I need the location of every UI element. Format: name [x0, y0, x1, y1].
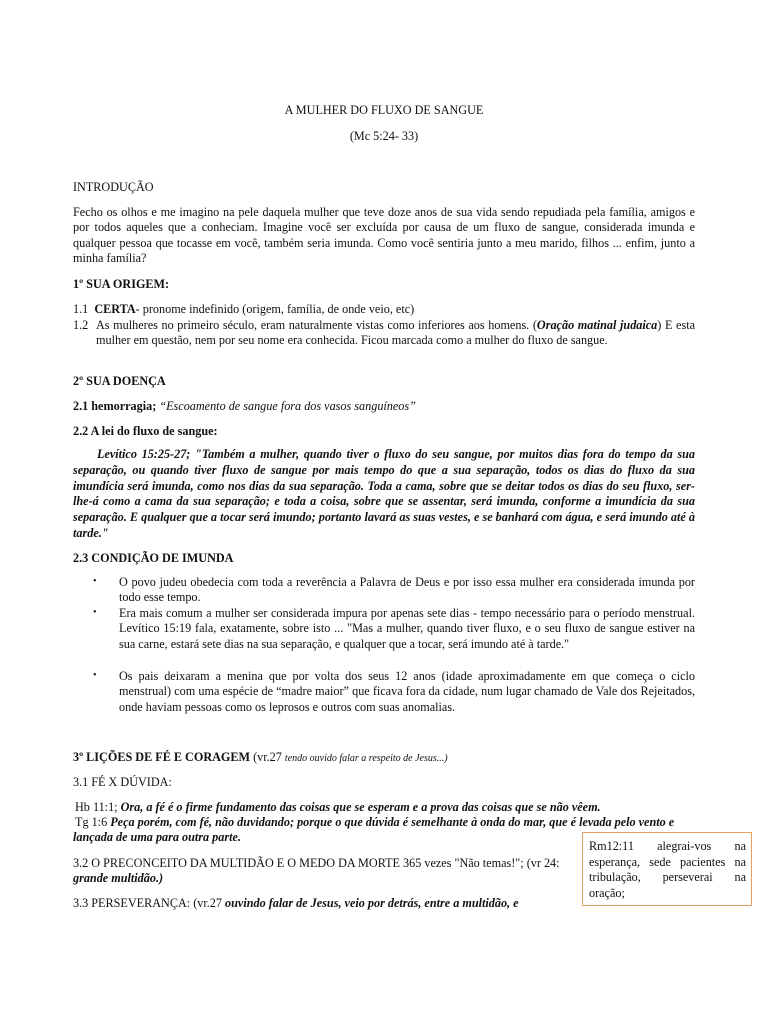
scripture-reference: (Mc 5:24- 33) [349, 129, 419, 143]
section1-item2 [96, 318, 695, 349]
heading-italic: tendo ouvido falar a respeito de Jesus...) [284, 753, 448, 764]
heading-ref: (vr.27 [250, 750, 285, 764]
hebrews-verse [75, 800, 697, 815]
bullet-item-3: Os pais deixaram a menina que por volta dos seus 12 anos (idade aproximadamente em que começa o ciclo menstrual) com uma espécie de “madre maior” que ficava fora da cidade, num lugar chamado de Vale dos Rejeitados, onde haviam pessoas como os leprosos e outros com suas anomalias. [119, 669, 695, 714]
item-text: 3.3 PERSEVERANÇA: (vr.27 [73, 896, 226, 910]
bullet-item-2: Era mais comum a mulher ser considerada impura por apenas sete dias - tempo necessário para o período menstrual. Levítico 15:19 fala, exatamente, sobre isto ... "Mas a mulher, quando tiver fluxo, e o seu fluxo de sangue estiver na sua carne, estará sete dias na sua separação, e qualquer que a tocar, será imundo até à tarde." [119, 606, 695, 651]
verse-text: Peça porém, com fé, não duvidando; porque o que dúvida é semelhante à onda do mar, que é levada pelo vento e lançada de uma para outra parte. [73, 815, 675, 845]
section2-item3-heading: 2.3 CONDIÇÃO DE IMUNDA [73, 551, 234, 565]
section1-heading: 1º SUA ORIGEM: [73, 277, 170, 291]
item-text: - pronome indefinido (origem, família, de onde veio, etc) [135, 302, 415, 316]
verse-ref: Hb 11:1; [75, 800, 121, 814]
section3-item1-heading: 3.1 FÉ X DÚVIDA: [73, 775, 172, 789]
bullet-symbol: • [93, 576, 97, 587]
item-definition: “Escoamento de sangue fora dos vasos sanguíneos” [156, 399, 416, 413]
item-keyword: 2.1 hemorragia; [73, 399, 157, 413]
bullet-symbol: • [93, 670, 97, 681]
intro-paragraph: Fecho os olhos e me imagino na pele daquela mulher que teve doze anos de sua vida sendo repudiada pela família, amigos e por todos aqueles que a conheciam. Imagine você ser excluída por causa de um fluxo de sangue, considerada imunda e qualquer pessoa que tocasse em você, também seria imunda. Como você sentiria junto a meu marido, filhos ... enfim, junto a minha família? [73, 205, 695, 266]
bullet-symbol: • [93, 607, 97, 618]
item-bold-italic: grande multidão.) [73, 871, 164, 886]
item-bold-italic: ouvindo falar de Jesus, veio por detrás, entre a multidão, e [225, 896, 519, 910]
item-keyword: CERTA [94, 302, 136, 316]
section2-item1 [73, 399, 695, 414]
item-text-b: ) E esta mulher em questão, nem por seu nome era conhecida. Ficou marcada como a mulher do fluxo de sangue. [96, 318, 695, 348]
section1-item2-number: 1.2 [73, 318, 89, 332]
section3-item3 [73, 896, 571, 911]
section3-heading [73, 750, 695, 766]
bullet-item-1: O povo judeu obedecia com toda a reverência a Palavra de Deus e por isso essa mulher era considerada imunda por todo esse tempo. [119, 575, 695, 605]
sidebar-note-box [582, 832, 752, 906]
section2-heading: 2º SUA DOENÇA [73, 374, 166, 388]
verse-ref: Tg 1:6 [75, 815, 111, 829]
sidebar-note-text: Rm12:11 alegrai-vos na esperança, sede pacientes na tribulação, perseverai na oração; [589, 839, 746, 900]
intro-heading: INTRODUÇÃO [73, 180, 154, 194]
item-number: 1.1 [73, 302, 89, 316]
page-title: A MULHER DO FLUXO DE SANGUE [284, 103, 484, 117]
section1-item1 [73, 302, 414, 317]
item-text-a: As mulheres no primeiro século, eram naturalmente vistas como inferiores aos homens. ( [96, 318, 537, 332]
section2-item2-heading: 2.2 A lei do fluxo de sangue: [73, 424, 218, 438]
heading-text: 3º LIÇÕES DE FÉ E CORAGEM [73, 750, 251, 764]
levitico-quote: Levítico 15:25-27; "Também a mulher, quando tiver o fluxo do seu sangue, por muitos dias fora do tempo da sua separação, ou quando tiver fluxo de sangue por mais tempo do que a sua separação, todos os dias do fluxo da sua imundícia será imunda, como nos dias da sua separação. Toda a cama, sobre que se deitar todos os dias do seu fluxo, ser-lhe-á como a cama da sua separação; e toda a coisa, sobre que se assentar, será imunda, conforme a imundícia da sua separação. E qualquer que a tocar será imundo; portanto lavará as suas vestes, e se banhará com água, e será imundo até à tarde." [73, 447, 695, 540]
verse-text: Ora, a fé é o firme fundamento das coisas que se esperam e a prova das coisas que se não vêem. [120, 800, 601, 814]
item-text: 3.2 O PRECONCEITO DA MULTIDÃO E O MEDO DA MORTE 365 vezes "Não temas!"; (vr 24: [73, 856, 560, 870]
item-bold-italic: Oração matinal judaica [536, 318, 658, 332]
section3-item2 [73, 856, 571, 887]
